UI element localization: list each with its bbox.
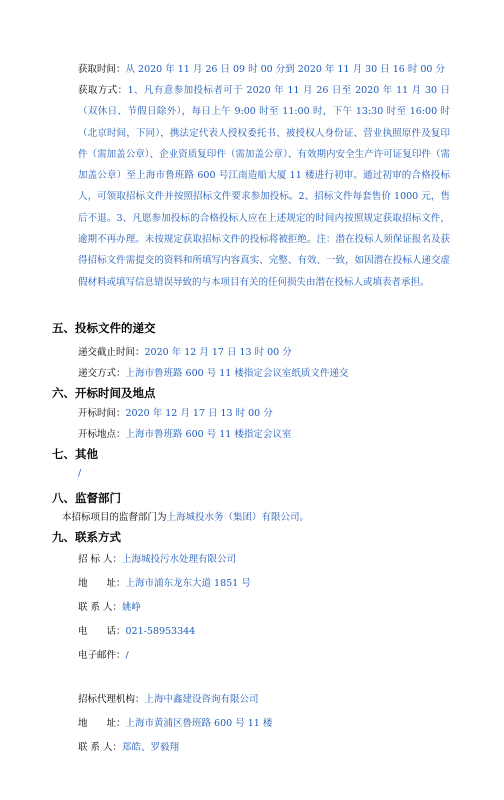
submission-method-value: 上海市鲁班路 600 号 11 楼指定会议室纸质文件递交 [125,368,349,379]
tenderer-value: 上海城投污水处理有限公司 [122,554,237,565]
section6-heading: 六、开标时间及地点 [52,386,156,400]
acquire-method-value: 1、凡有意参加投标者可于 2020 年 11 月 26 日至 2020 年 11 月 30 日（双休日、节假日除外），每日上午 9:00 时至 11:00 时，下午 13:30 时至 16:00 时（北京时间，下同），携法定代表人授权委托书、被授权人身份证、营业执照原件及复印件（需加盖公章）、企业资质复印件（需加盖公章）、有效期内安全生产许可证复印件（需加盖公章）至上海市鲁班路 600 号江南造船大厦 11 楼进行初审。通过初审的合格投标人，可领取招标文件并按照招标文件要求参加投标。2、招标文件每套售价 1000 元，售后不退。3、凡愿参加投标的合格投标人应在上述规定的时间内按照规定获取招标文件，逾期不再办理。未按规定获取招标文件的投标将被拒绝。注：潜在投标人须保证报名及获得招标文件需提交的资料和所填写内容真实、完整、有效、一致，如因潜在投标人递交虚假材料或填写信息错误导致的与本项目有关的任何损失由潜在投标人或填表者承担。 [78,85,450,288]
agency-value: 上海中鑫建设咨询有限公司 [144,694,259,705]
tenderer-contact-label: 联 系 人： [78,602,123,613]
tenderer-address-label: 地 址： [78,578,126,589]
acquire-time-line [78,63,445,76]
tenderer-phone-label: 电 话： [78,626,126,637]
opening-time-line [78,407,273,420]
supervision-line [62,511,309,524]
acquire-method-label: 获取方式： [78,85,128,96]
section7-heading: 七、其他 [52,447,98,461]
submission-deadline-label: 递交截止时间： [78,347,145,358]
supervision-value: 上海城投水务（集团）有限公司。 [166,512,310,523]
opening-place-line [78,428,291,441]
other-value: / [78,468,82,479]
tenderer-email-line [78,649,129,662]
tenderer-address-line [78,577,251,590]
opening-place-value: 上海市鲁班路 600 号 11 楼指定会议室 [125,429,292,440]
tenderer-contact-value: 姚峥 [122,602,142,613]
tenderer-phone-line [78,625,195,638]
tenderer-line [78,553,236,566]
opening-place-label: 开标地点： [78,429,126,440]
agency-contact-label: 联 系 人： [78,742,123,753]
section9-heading: 九、联系方式 [52,530,121,544]
tenderer-phone-value: 021-58953344 [125,626,196,637]
agency-line [78,693,259,706]
agency-address-line [78,717,272,730]
acquire-time-value: 从 2020 年 11 月 26 日 09 时 00 分到 2020 年 11 月 30 日 16 时 00 分 [125,64,445,75]
tenderer-email-value: / [125,650,129,661]
agency-address-label: 地 址： [78,718,126,729]
submission-deadline-value: 2020 年 12 月 17 日 13 时 00 分 [144,347,292,358]
submission-method-line [78,367,348,380]
acquire-time-label: 获取时间： [78,64,126,75]
submission-method-label: 递交方式： [78,368,126,379]
opening-time-label: 开标时间： [78,408,126,419]
agency-label: 招标代理机构： [78,694,145,705]
tenderer-email-label: 电子邮件： [78,650,126,661]
tenderer-contact-line [78,601,141,614]
tenderer-label: 招 标 人： [78,554,123,565]
submission-deadline-line [78,346,292,359]
opening-time-value: 2020 年 12 月 17 日 13 时 00 分 [125,408,273,419]
section5-heading: 五、投标文件的递交 [52,321,156,335]
tenderer-address-value: 上海市浦东龙东大道 1851 号 [125,578,251,589]
section8-heading: 八、监督部门 [52,491,121,505]
acquire-method-paragraph [78,80,450,293]
agency-contact-line [78,741,179,754]
agency-contact-value: 郑皓、罗毅翔 [122,742,180,753]
agency-address-value: 上海市黄浦区鲁班路 600 号 11 楼 [125,718,273,729]
supervision-prefix: 本招标项目的监督部门为 [62,512,167,523]
